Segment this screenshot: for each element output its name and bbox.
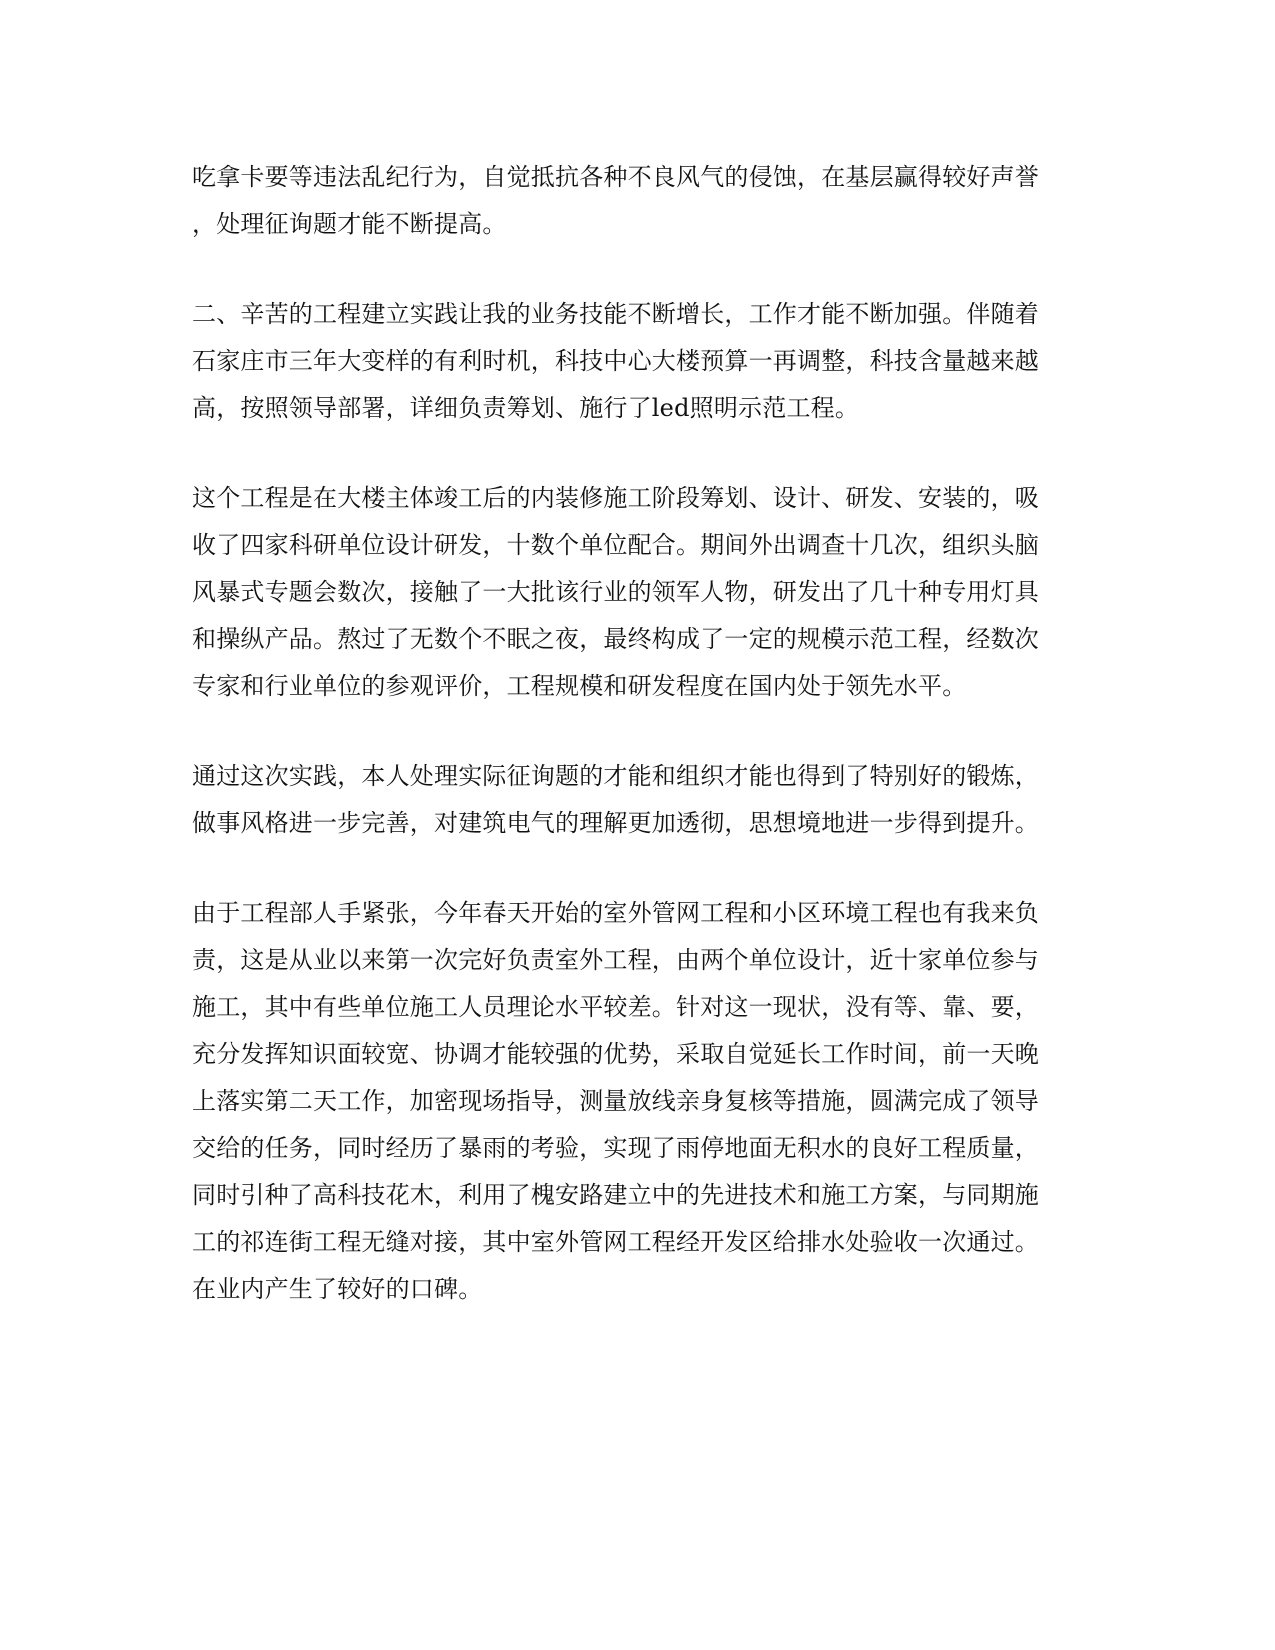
text-line: 收了四家科研单位设计研发，十数个单位配合。期间外出调查十几次，组织头脑 xyxy=(192,531,1039,559)
text-line: 工的祁连街工程无缝对接，其中室外管网工程经开发区给排水处验收一次通过。 xyxy=(192,1228,1039,1256)
text-line: 施工，其中有些单位施工人员理论水平较差。针对这一现状，没有等、靠、要， xyxy=(192,993,1039,1021)
text-line: 充分发挥知识面较宽、协调才能较强的优势，采取自觉延长工作时间，前一天晚 xyxy=(192,1040,1039,1068)
text-line: 由于工程部人手紧张，今年春天开始的室外管网工程和小区环境工程也有我来负 xyxy=(192,899,1039,927)
paragraph-4 xyxy=(192,753,1072,847)
text-line: 和操纵产品。熬过了无数个不眠之夜，最终构成了一定的规模示范工程，经数次 xyxy=(192,625,1039,653)
text-line: 同时引种了高科技花木，利用了槐安路建立中的先进技术和施工方案，与同期施 xyxy=(192,1181,1039,1209)
document-body xyxy=(192,154,1072,1313)
text-line: 交给的任务，同时经历了暴雨的考验，实现了雨停地面无积水的良好工程质量， xyxy=(192,1134,1039,1162)
text-line: 在业内产生了较好的口碑。 xyxy=(192,1275,483,1303)
text-line: 通过这次实践，本人处理实际征询题的才能和组织才能也得到了特别好的锻炼， xyxy=(192,762,1039,790)
paragraph-3 xyxy=(192,475,1072,710)
text-line: 责，这是从业以来第一次完好负责室外工程，由两个单位设计，近十家单位参与 xyxy=(192,946,1039,974)
text-line: 高，按照领导部署，详细负责筹划、施行了led照明示范工程。 xyxy=(192,394,860,422)
text-line: ，处理征询题才能不断提高。 xyxy=(192,210,507,238)
text-line: 风暴式专题会数次，接触了一大批该行业的领军人物，研发出了几十种专用灯具 xyxy=(192,578,1039,606)
paragraph-5 xyxy=(192,890,1072,1313)
text-line: 石家庄市三年大变样的有利时机，科技中心大楼预算一再调整，科技含量越来越 xyxy=(192,347,1039,375)
text-line: 吃拿卡要等违法乱纪行为，自觉抵抗各种不良风气的侵蚀，在基层赢得较好声誉 xyxy=(192,163,1039,191)
text-line: 二、辛苦的工程建立实践让我的业务技能不断增长，工作才能不断加强。伴随着 xyxy=(192,300,1039,328)
text-line: 这个工程是在大楼主体竣工后的内装修施工阶段筹划、设计、研发、安装的，吸 xyxy=(192,484,1039,512)
text-line: 上落实第二天工作，加密现场指导，测量放线亲身复核等措施，圆满完成了领导 xyxy=(192,1087,1039,1115)
text-line: 做事风格进一步完善，对建筑电气的理解更加透彻，思想境地进一步得到提升。 xyxy=(192,809,1039,837)
paragraph-2 xyxy=(192,291,1072,432)
text-line: 专家和行业单位的参观评价，工程规模和研发程度在国内处于领先水平。 xyxy=(192,672,967,700)
paragraph-1 xyxy=(192,154,1072,248)
